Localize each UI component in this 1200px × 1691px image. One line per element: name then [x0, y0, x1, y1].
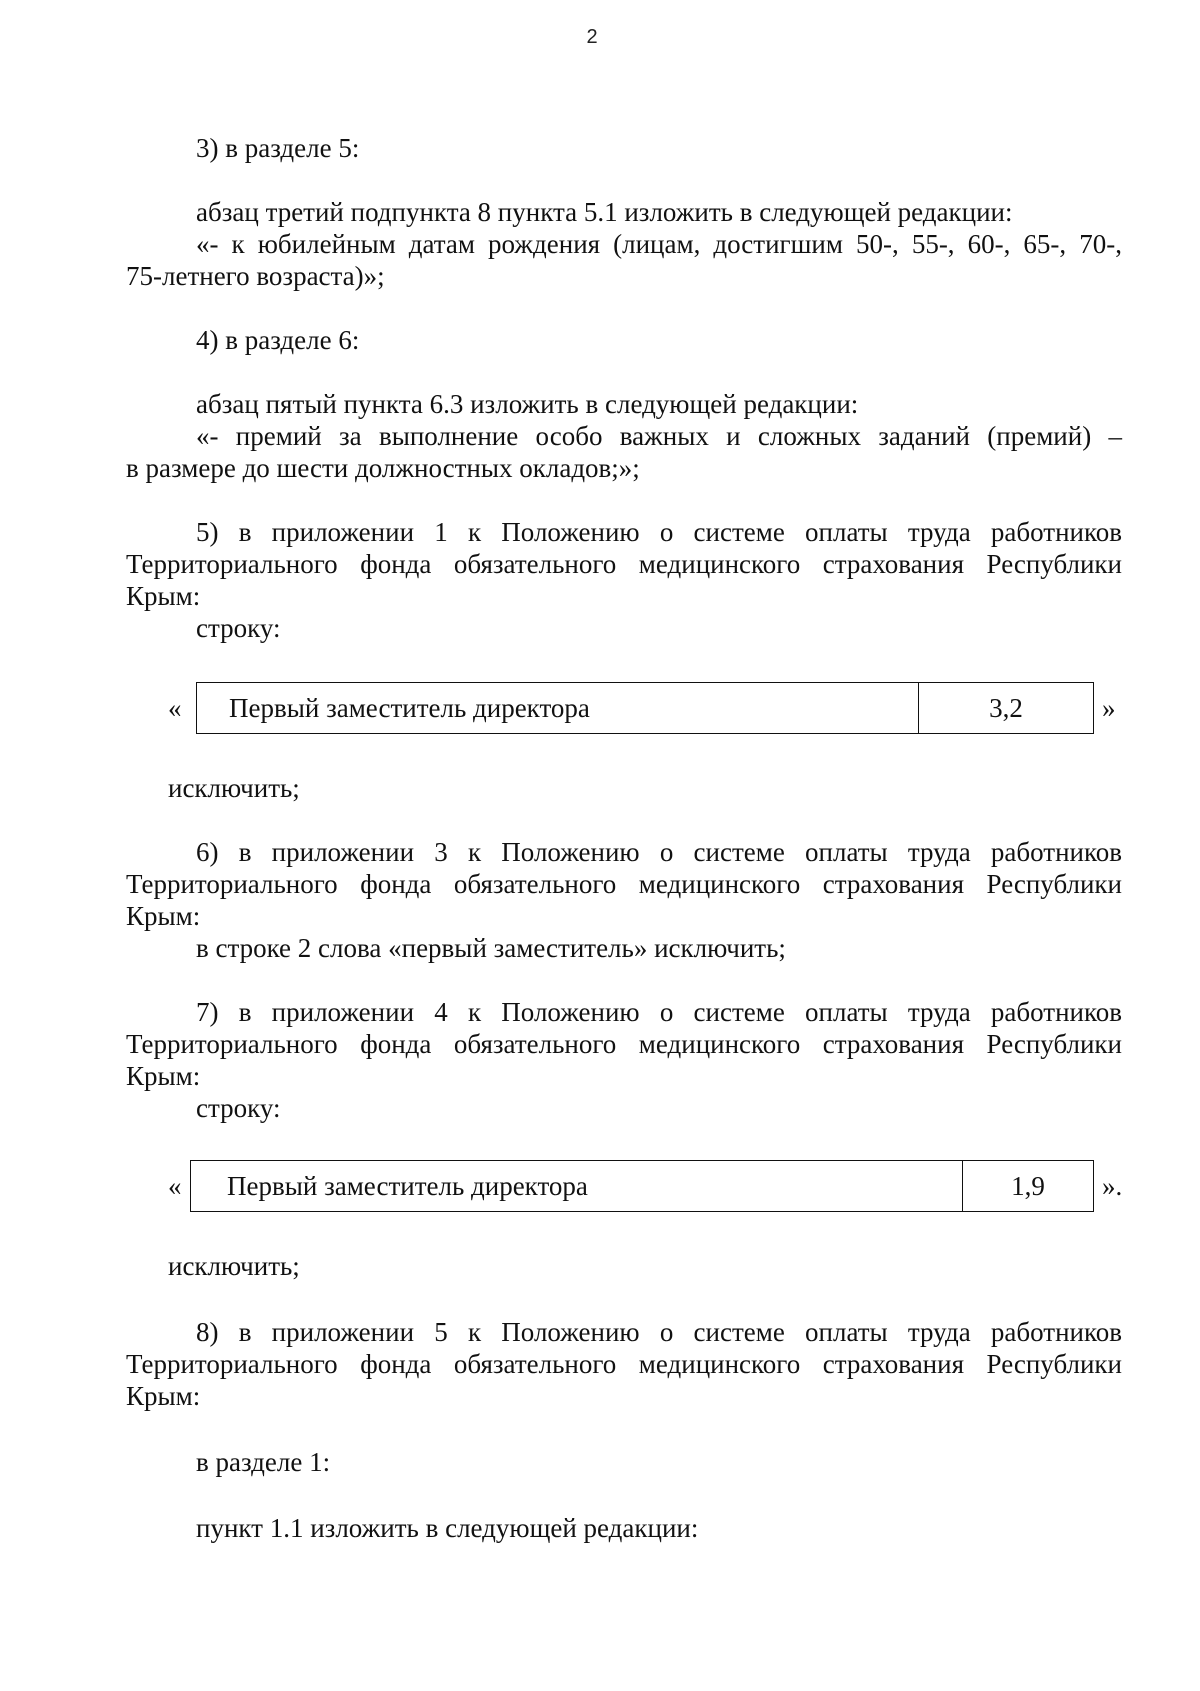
section-3-header: 3) в разделе 5:: [196, 133, 360, 163]
section-7-line-2: Территориального фонда обязательного медицинского страхования Республики: [126, 1029, 1122, 1059]
section-5-after: исключить;: [168, 773, 300, 803]
section-6-line-2: Территориального фонда обязательного медицинского страхования Республики: [126, 869, 1122, 899]
section-7-row-open-quote: «: [168, 1171, 182, 1201]
section-7-table-row: [190, 1160, 1094, 1212]
section-5-line-2: Территориального фонда обязательного медицинского страхования Республики: [126, 549, 1122, 579]
section-8-line-4: в разделе 1:: [196, 1447, 331, 1477]
section-7-line-1: 7) в приложении 4 к Положению о системе оплаты труда работников: [196, 997, 1122, 1027]
section-3-intro: абзац третий подпункта 8 пункта 5.1 изложить в следующей редакции:: [196, 197, 1013, 227]
section-7-line-4: строку:: [196, 1093, 281, 1123]
section-3-quote-line-1: «- к юбилейным датам рождения (лицам, достигшим 50-, 55-, 60-, 65-, 70-,: [196, 229, 1122, 259]
section-8-line-2: Территориального фонда обязательного медицинского страхования Республики: [126, 1349, 1122, 1379]
section-4-intro: абзац пятый пункта 6.3 изложить в следующей редакции:: [196, 389, 859, 419]
section-7-row-name: Первый заместитель директора: [227, 1171, 588, 1201]
section-6-line-4: в строке 2 слова «первый заместитель» исключить;: [196, 933, 786, 963]
section-7-row-close-quote: ».: [1102, 1171, 1123, 1201]
section-5-line-4: строку:: [196, 613, 281, 643]
section-8-line-3: Крым:: [126, 1381, 201, 1411]
section-5-row-close-quote: »: [1102, 693, 1116, 723]
section-5-row-name: Первый заместитель директора: [229, 693, 590, 723]
section-8-line-1: 8) в приложении 5 к Положению о системе оплаты труда работников: [196, 1317, 1122, 1347]
section-5-row-open-quote: «: [168, 693, 182, 723]
section-3-quote-line-2: 75-летнего возраста)»;: [126, 261, 385, 291]
section-7-after: исключить;: [168, 1251, 300, 1281]
section-7-row-value: 1,9: [962, 1161, 1093, 1211]
section-7-line-3: Крым:: [126, 1061, 201, 1091]
section-4-header: 4) в разделе 6:: [196, 325, 360, 355]
section-5-table-row: [196, 682, 1094, 734]
section-6-line-3: Крым:: [126, 901, 201, 931]
section-6-line-1: 6) в приложении 3 к Положению о системе оплаты труда работников: [196, 837, 1122, 867]
section-5-line-3: Крым:: [126, 581, 201, 611]
section-8-line-5: пункт 1.1 изложить в следующей редакции:: [196, 1513, 699, 1543]
section-4-quote-line-2: в размере до шести должностных окладов;»;: [126, 453, 640, 483]
section-4-quote-line-1: «- премий за выполнение особо важных и сложных заданий (премий) –: [196, 421, 1122, 451]
section-5-line-1: 5) в приложении 1 к Положению о системе оплаты труда работников: [196, 517, 1122, 547]
section-5-row-value: 3,2: [918, 683, 1093, 733]
page-number: 2: [586, 26, 598, 48]
